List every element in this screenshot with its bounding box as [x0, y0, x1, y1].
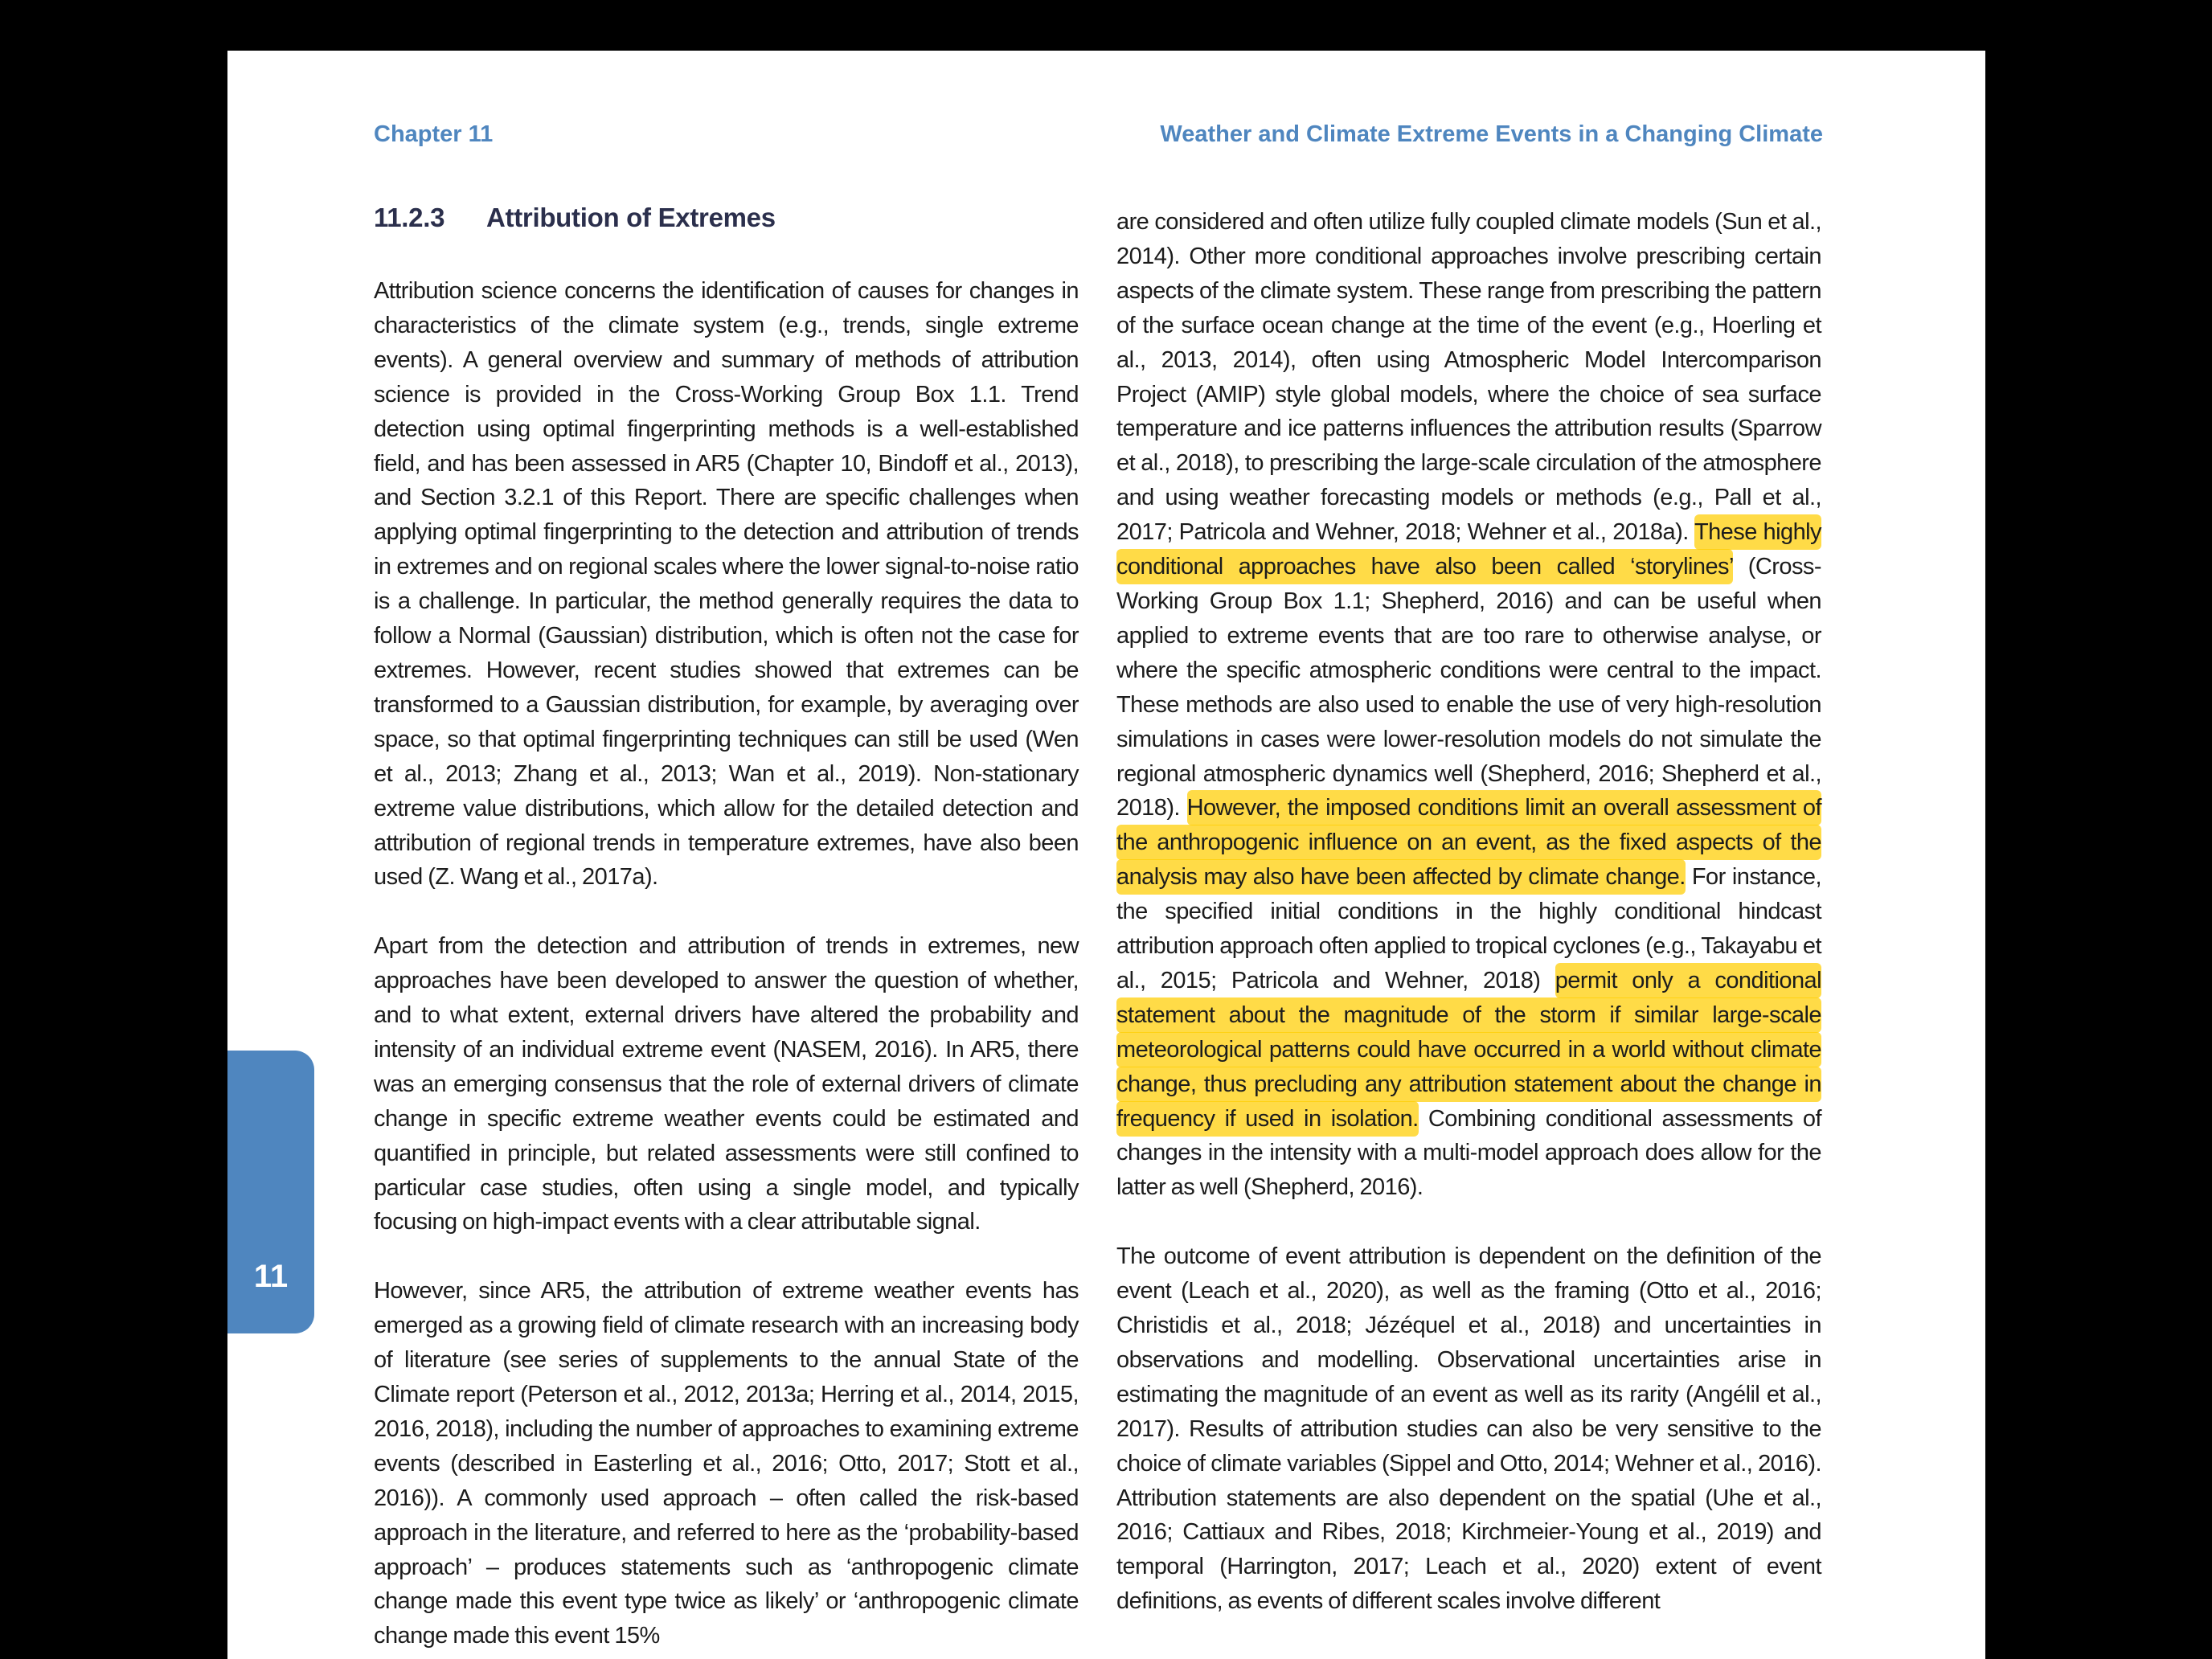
chapter-tab — [227, 1051, 314, 1333]
chapter-tab-number: 11 — [253, 1259, 289, 1294]
text-run: Combining conditional assessments of changes in the intensity with a multi-model approach does allow for the latter as well (Shepherd, 2016). — [1116, 1105, 1822, 1201]
paragraph: The outcome of event attribution is dependent on the definition of the event (Leach et al., 2020), as well as the framing (Otto et al., 2016; Christidis et al., 2018; Jézéquel et al., 2018) and uncertainties in observations and modelling. Observational uncertainties arise in estimating the magnitude of an event as well as its rarity (Angélil et al., 2017). Results of attribution studies can also be very sensitive to the choice of climate variables (Sippel and Otto, 2014; Wehner et al., 2016). Attribution statements are also dependent on the spatial (Uhe et al., 2016; Cattiaux and Ribes, 2018; Kirchmeier-Young et al., 2019) and temporal (Harrington, 2017; Leach et al., 2020) extent of event definitions, as events of different scales involve different — [1116, 1243, 1821, 1615]
text-run: are considered and often utilize fully coupled climate models (Sun et al., 2014). Other more conditional approaches involve prescribing certain aspects of the climate system. These range from prescribing the pattern of the surface ocean change at the time of the event (e.g., Hoerling et al., 2013, 2014), often using Atmospheric Model Intercomparison Project (AMIP) style global models, where the choice of sea surface temperature and ice patterns influences the attribution results (Sparrow et al., 2018), to prescribing the large-scale circulation of the atmosphere and using weather forecasting models or methods (e.g., Pall et al., 2017; Patricola and Wehner, 2018; Wehner et al., 2018a). — [1116, 209, 1821, 546]
chapter-label: Chapter 11 — [374, 121, 494, 147]
document-page — [227, 51, 1985, 1659]
section-heading — [374, 203, 1081, 233]
highlighted-text: These highly conditional approaches have also been called ‘storylines’ — [1116, 514, 1821, 584]
section-number: 11.2.3 — [374, 203, 445, 232]
paragraph — [1116, 205, 1821, 1205]
right-column — [1116, 205, 1821, 1653]
highlighted-text: permit only a conditional statement about the magnitude of the storm if similar large-scale meteorological patterns could have occurred in a world without climate change, thus precluding any attribution statement about the change in frequency if used in isolation. — [1116, 963, 1821, 1137]
paragraph: However, since AR5, the attribution of extreme weather events has emerged as a growing field of climate research with an increasing body of literature (see series of supplements to the annual State of the Climate report (Peterson et al., 2012, 2013a; Herring et al., 2014, 2015, 2016, 2018), including the number of approaches to examining extreme events (described in Easterling et al., 2016; Otto, 2017; Stott et al., 2016)). A commonly used approach – often called the risk-based approach in the literature, and referred to here as the ‘probability-based approach’ – produces statements such as ‘anthropogenic climate change made this event type twice as likely’ or ‘anthropogenic climate change made this event 15% — [374, 1278, 1079, 1649]
paragraph: Apart from the detection and attribution of trends in extremes, new approaches have been developed to answer the question of whether, and to what extent, external drivers have altered the probability and intensity of an individual extreme event (NASEM, 2016). In AR5, there was an emerging consensus that the role of external drivers of climate change in specific extreme weather events could be estimated and quantified in principle, but related assessments were still confined to particular case studies, often using a single model, and typically focusing on high-impact events with a clear attributable signal. — [374, 933, 1079, 1235]
text-run: (Cross-Working Group Box 1.1; Shepherd, 2016) and can be useful when applied to extreme events that are too rare to otherwise analyse, or where the specific atmospheric conditions were central to the impact. These methods are also used to enable the use of very high-resolution simulations in cases were lower-resolution models do not simulate the regional atmospheric dynamics well (Shepherd, 2016; Shepherd et al., 2018). — [1116, 554, 1821, 821]
chapter-title: Weather and Climate Extreme Events in a Changing Climate — [1160, 121, 1823, 147]
highlighted-text: However, the imposed conditions limit an overall assessment of the anthropogenic influence on an event, as the fixed aspects of the analysis may also have been affected by climate change. — [1116, 790, 1821, 895]
section-title: Attribution of Extremes — [486, 203, 776, 232]
paragraph: Attribution science concerns the identification of causes for changes in characteristics of the climate system (e.g., trends, single extreme events). A general overview and summary of methods of attribution science is provided in the Cross-Working Group Box 1.1. Trend detection using optimal fingerprinting methods is a well-established field, and has been assessed in AR5 (Chapter 10, Bindoff et al., 2013), and Section 3.2.1 of this Report. There are specific challenges when applying optimal fingerprinting to the detection and attribution of trends in extremes and on regional scales where the lower signal-to-noise ratio is a challenge. In particular, the method generally requires the data to follow a Normal (Gaussian) distribution, which is often not the case for extremes. However, recent studies showed that extremes can be transformed to a Gaussian distribution, for example, by averaging over space, so that optimal fingerprinting techniques can still be used (Wen et al., 2013; Zhang et al., 2013; Wan et al., 2019). Non-stationary extreme value distributions, which allow for the detailed detection and attribution of regional trends in temperature extremes, have also been used (Z. Wang et al., 2017a). — [374, 278, 1079, 891]
text-run: For instance, the specified initial conditions in the highly conditional hindcast attribution approach often applied to tropical cyclones (e.g., Takayabu et al., 2015; Patricola and Wehner, 2018) — [1116, 864, 1821, 993]
left-column — [374, 274, 1079, 1659]
